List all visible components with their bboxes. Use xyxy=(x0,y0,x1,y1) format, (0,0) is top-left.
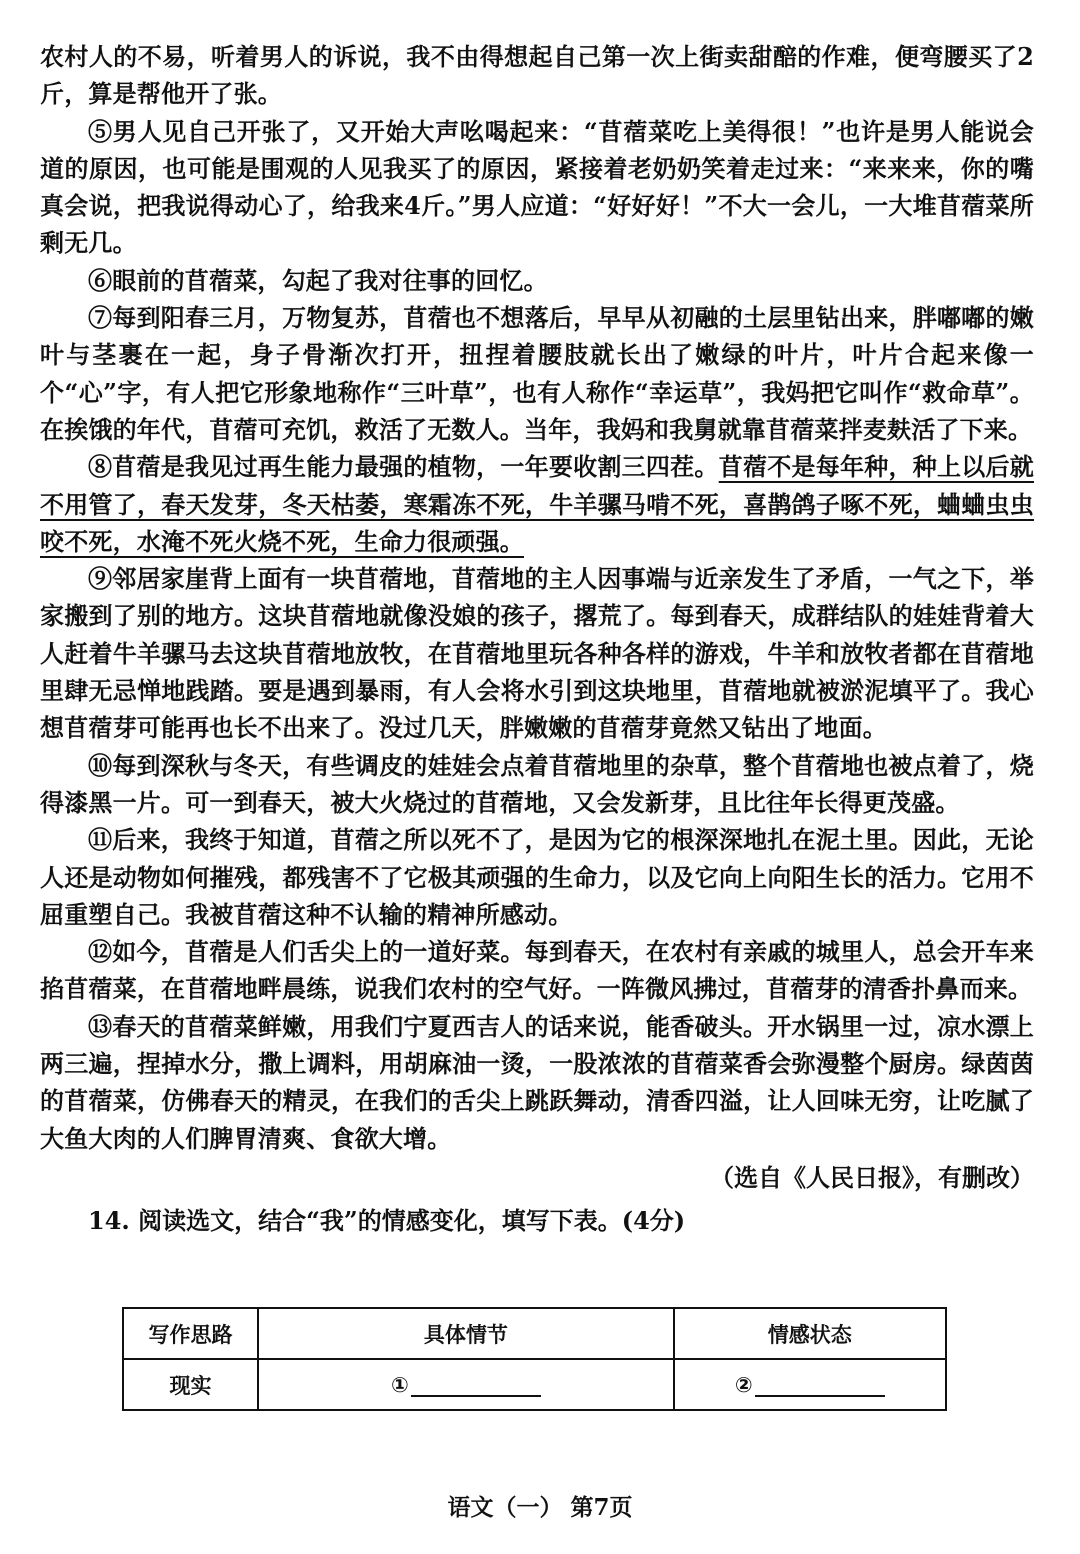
paragraph: ⑥眼前的苜蓿菜，勾起了我对往事的回忆。 xyxy=(88,265,548,295)
blank-marker: ① xyxy=(390,1372,409,1397)
paragraph: ⑪后来，我终于知道，苜蓿之所以死不了，是因为它的根深深地扎在泥土里。因此，无论人还是动物如何摧残，都残害不了它极其顽强的生命力，以及它向上向阳生长的活力。它用不屈重塑自己。我被苜蓿这种不认输的精神所感动。 xyxy=(40,825,1034,929)
reading-passage xyxy=(40,38,1034,1239)
table-header-row xyxy=(123,1308,946,1359)
paragraph: ⑦每到阳春三月，万物复苏，苜蓿也不想落后，早早从初融的土层里钻出来，胖嘟嘟的嫩叶与茎裹在一起，身子骨渐次打开，扭捏着腰肢就长出了嫩绿的叶片，叶片合起来像一个“心”字，有人把它形象地称作“三叶草”，也有人称作“幸运草”，我妈把它叫作“救命草”。在挨饿的年代，苜蓿可充饥，救活了无数人。当年，我妈和我舅就靠苜蓿菜拌麦麸活了下来。 xyxy=(40,303,1034,444)
answer-blank-1[interactable] xyxy=(258,1359,674,1410)
blank-marker: ② xyxy=(734,1372,753,1397)
paragraph: ⑤男人见自己开张了，又开始大声吆喝起来：“苜蓿菜吃上美得很！”也许是男人能说会道的原因，也可能是围观的人见我买了的原因，紧接着老奶奶笑着走过来：“来来来，你的嘴真会说，把我说得动心了，给我来4斤。”男人应道：“好好好！”不大一会儿，一大堆苜蓿菜所剩无几。 xyxy=(40,116,1034,258)
paragraph: ⑫如今，苜蓿是人们舌尖上的一道好菜。每到春天，在农村有亲戚的城里人，总会开车来掐苜蓿菜，在苜蓿地畔晨练，说我们农村的空气好。一阵微风拂过，苜蓿芽的清香扑鼻而来。 xyxy=(40,937,1034,1004)
paragraph: 农村人的不易，听着男人的诉说，我不由得想起自己第一次上街卖甜醅的作难，便弯腰买了2斤，算是帮他开了张。 xyxy=(40,42,1034,109)
question-14: 14. 阅读选文，结合“我”的情感变化，填写下表。(4分) xyxy=(88,1205,686,1235)
paragraph: ⑧苜蓿是我见过再生能力最强的植物，一年要收割三四茬。苜蓿不是每年种，种上以后就不用管了，春天发芽，冬天枯萎，寒霜冻不死，牛羊骡马啃不死，喜鹊鸽子啄不死，蛐蛐虫虫咬不死，水淹不死火烧不死，生命力很顽强。 xyxy=(40,452,1034,556)
table-row xyxy=(123,1359,946,1410)
header-cell: 具体情节 xyxy=(258,1308,674,1359)
page-footer: 语文（一） 第7页 xyxy=(447,1494,633,1521)
blank-line xyxy=(755,1373,885,1397)
paragraph: ⑨邻居家崖背上面有一块苜蓿地，苜蓿地的主人因事端与近亲发生了矛盾，一气之下，举家搬到了别的地方。这块苜蓿地就像没娘的孩子，撂荒了。每到春天，成群结队的娃娃背着大人赶着牛羊骡马去这块苜蓿地放牧，在苜蓿地里玩各种各样的游戏，牛羊和放牧者都在苜蓿地里肆无忌惮地践踏。要是遇到暴雨，有人会将水引到这块地里，苜蓿地就被淤泥填平了。我心想苜蓿芽可能再也长不出来了。没过几天，胖嫩嫩的苜蓿芽竟然又钻出了地面。 xyxy=(40,564,1034,743)
blank-line xyxy=(411,1373,541,1397)
paragraph: ⑩每到深秋与冬天，有些调皮的娃娃会点着苜蓿地里的杂草，整个苜蓿地也被点着了，烧得漆黑一片。可一到春天，被大火烧过的苜蓿地，又会发新芽，且比往年长得更茂盛。 xyxy=(40,750,1034,817)
row-label: 现实 xyxy=(123,1359,258,1410)
answer-blank-2[interactable] xyxy=(674,1359,946,1410)
header-cell: 情感状态 xyxy=(674,1308,946,1359)
underlined-sentence: 苜蓿不是每年种，种上以后就不用管了，春天发芽，冬天枯萎，寒霜冻不死，牛羊骡马啃不死，喜鹊鸽子啄不死，蛐蛐虫虫咬不死，水淹不死火烧不死，生命力很顽强。 xyxy=(40,452,1034,556)
source-citation: （选自《人民日报》，有删改） xyxy=(710,1162,1034,1192)
header-cell: 写作思路 xyxy=(123,1308,258,1359)
paragraph: ⑬春天的苜蓿菜鲜嫩，用我们宁夏西吉人的话来说，能香破头。开水锅里一过，凉水漂上两三遍，捏掉水分，撒上调料，用胡麻油一烫，一股浓浓的苜蓿菜香会弥漫整个厨房。绿茵茵的苜蓿菜，仿佛春天的精灵，在我们的舌尖上跳跃舞动，清香四溢，让人回味无穷，让吃腻了大鱼大肉的人们脾胃清爽、食欲大增。 xyxy=(40,1011,1034,1153)
answer-table xyxy=(122,1307,947,1411)
